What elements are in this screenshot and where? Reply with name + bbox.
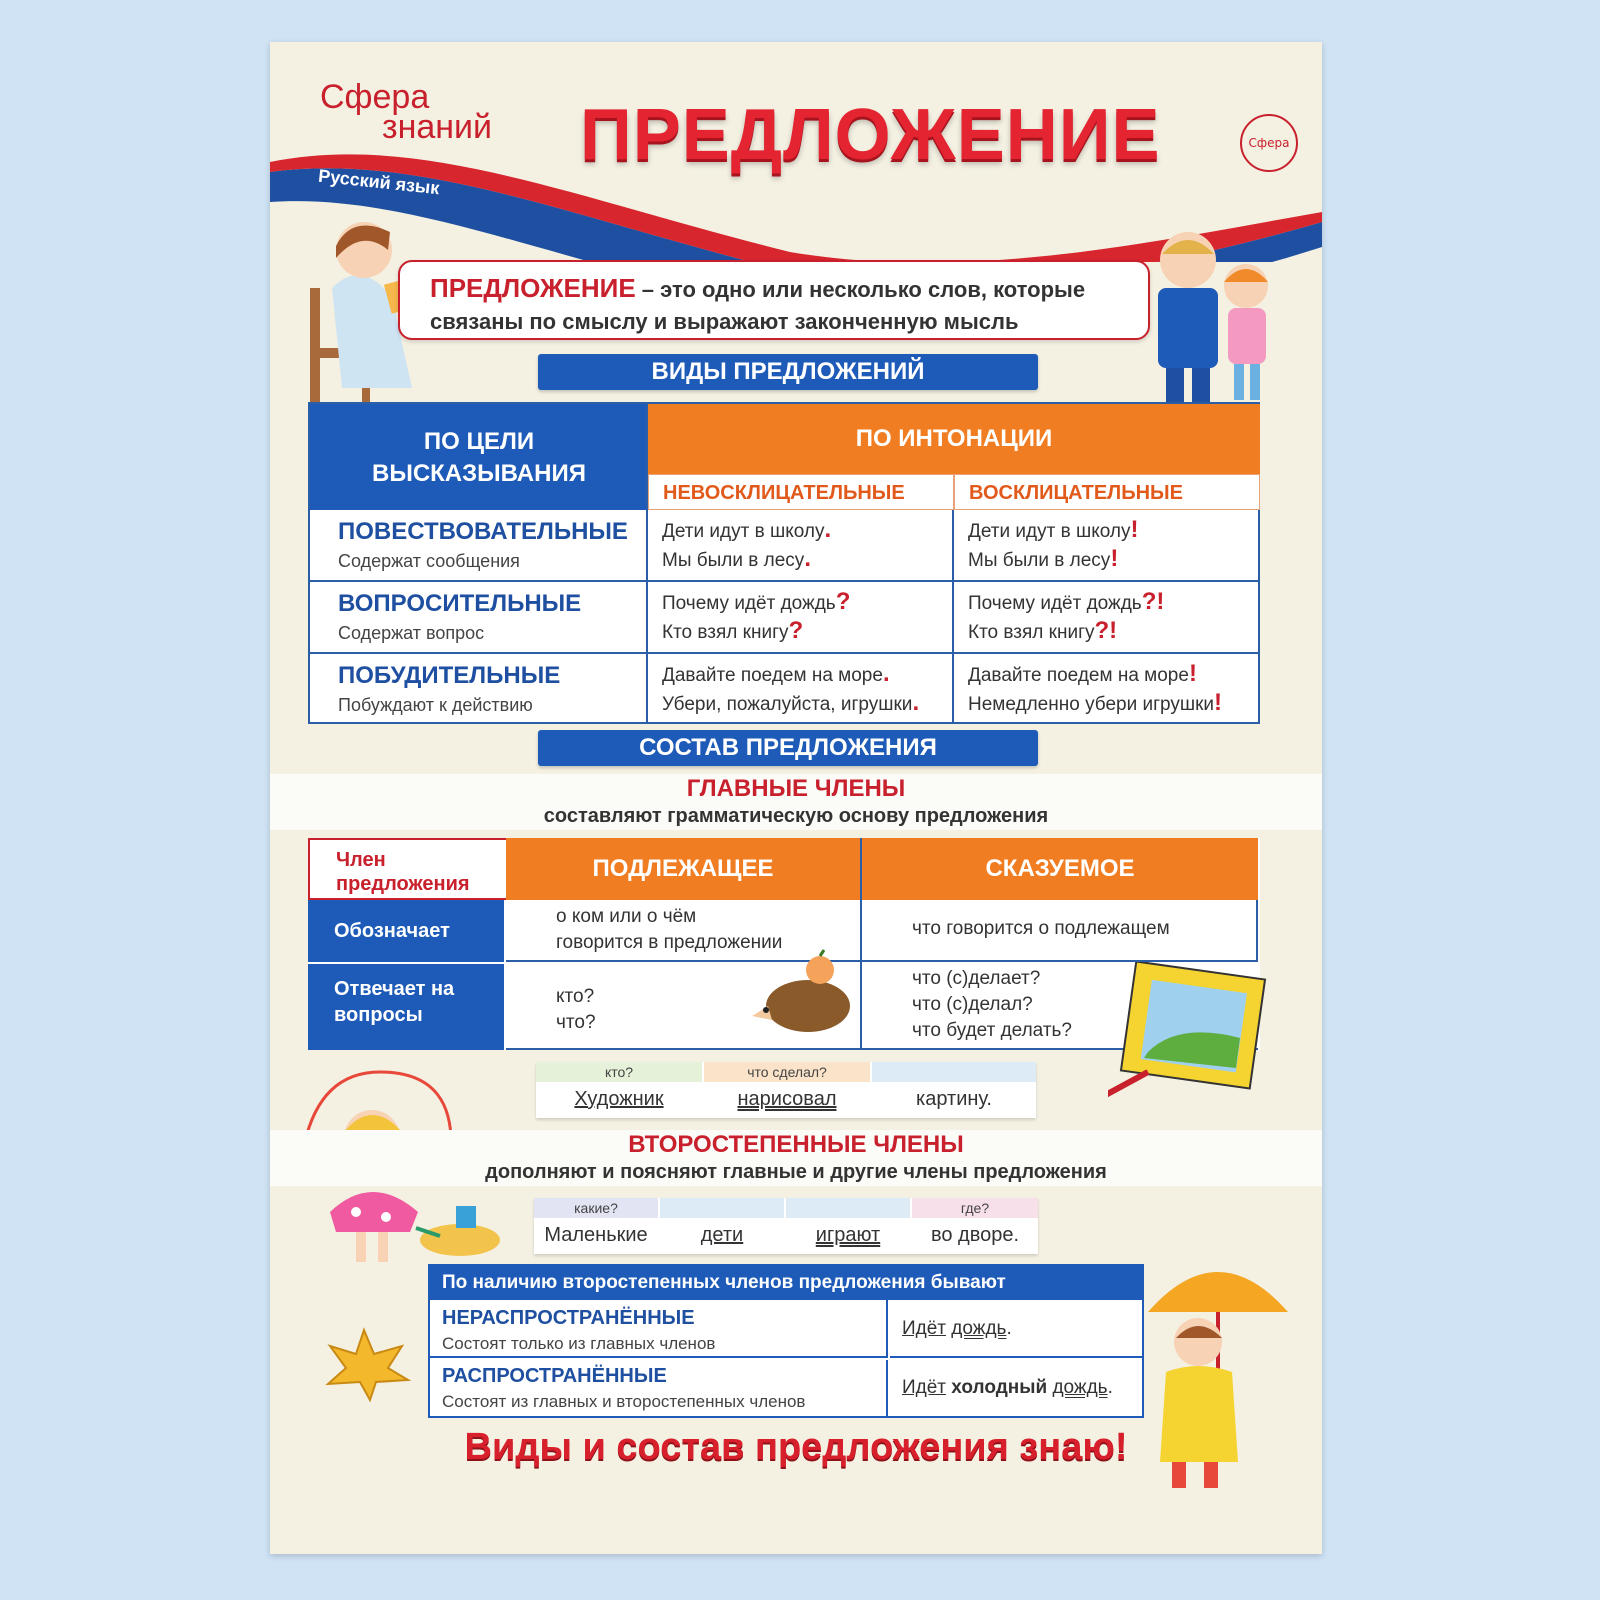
main-members-strip: [270, 774, 1322, 830]
example-question-empty: [872, 1062, 1036, 1082]
sub-header-nonexclamatory: НЕВОСКЛИЦАТЕЛЬНЫЕ: [648, 474, 954, 510]
example-cell: [954, 510, 1260, 580]
poster: [270, 42, 1322, 1554]
punctuation-mark: .: [912, 689, 920, 716]
example-text: Кто взял книгу: [662, 622, 789, 643]
example-word: нарисовал: [737, 1088, 837, 1110]
example-text: Почему идёт дождь: [968, 593, 1142, 614]
example-cell: [648, 654, 954, 724]
row-imperative: [310, 654, 648, 724]
example-question: где?: [912, 1198, 1038, 1218]
example-cell: [648, 510, 954, 580]
col-purpose-label: ПО ЦЕЛИ ВЫСКАЗЫВАНИЯ: [372, 428, 586, 487]
example-word-subject: [536, 1062, 702, 1118]
example-question: какие?: [534, 1198, 658, 1218]
row-description: Содержат вопрос: [338, 623, 485, 643]
secondary-members-example: [534, 1198, 1038, 1254]
example-question: что сделал?: [704, 1062, 870, 1082]
painting-illustration: [1108, 962, 1268, 1112]
secondary-members-strip: [270, 1130, 1322, 1186]
children-pair-illustration: [1138, 220, 1288, 420]
example-question-empty: [660, 1198, 784, 1218]
col-purpose-header: [310, 404, 648, 510]
row-description: Состоят только из главных членов: [442, 1334, 716, 1353]
cell-text: о ком или о чём: [556, 906, 697, 927]
example-word: дети: [700, 1224, 744, 1246]
row-extended-example: [890, 1360, 1142, 1416]
row-answers-label: [308, 964, 504, 1050]
example-text: Кто взял книгу: [968, 622, 1095, 643]
brand-line2: знаний: [382, 108, 493, 146]
col-intonation-header: ПО ИНТОНАЦИИ: [648, 404, 1260, 474]
row-answers-text: Отвечает на вопросы: [334, 978, 455, 1026]
example-text: Давайте поедем на море: [968, 665, 1189, 686]
example-word: Идёт: [902, 1318, 947, 1339]
row-title: ПОВЕСТВОВАТЕЛЬНЫЕ: [338, 518, 628, 545]
row-unextended: [430, 1300, 888, 1358]
grid-line: [646, 404, 648, 724]
cell-text: говорится в предложении: [556, 932, 783, 953]
punctuation-mark: .: [882, 660, 890, 687]
punctuation-mark: ?: [788, 617, 804, 644]
question-text: кто?: [556, 986, 595, 1007]
kinds-table: [308, 402, 1260, 724]
question-text: что (с)делает?: [912, 968, 1041, 989]
main-members-heading: ГЛАВНЫЕ ЧЛЕНЫ: [686, 775, 906, 802]
row-extended: [430, 1360, 888, 1416]
main-members-example: [536, 1062, 1036, 1118]
example-text: Дети идут в школу: [662, 521, 825, 542]
example-cell: [648, 582, 954, 652]
example-word-object: [872, 1062, 1036, 1118]
punctuation-mark: ?!: [1094, 617, 1118, 644]
row-title: РАСПРОСТРАНЁННЫЕ: [442, 1365, 667, 1387]
composition-banner: СОСТАВ ПРЕДЛОЖЕНИЯ: [538, 730, 1038, 766]
punctuation-mark: ?!: [1141, 588, 1165, 615]
example-word: картину.: [916, 1088, 992, 1110]
predicate-means-cell: что говорится о подлежащем: [862, 900, 1258, 962]
example-word-bold: холодный: [951, 1377, 1048, 1398]
corner-logo: Сфера: [1240, 114, 1298, 172]
example-word-place: [912, 1198, 1038, 1254]
hedgehog-illustration: [748, 948, 858, 1038]
example-text: Мы были в лесу: [662, 550, 805, 571]
punctuation-mark: .: [824, 516, 832, 543]
row-title: ВОПРОСИТЕЛЬНЫЕ: [338, 590, 582, 617]
sand-toys-illustration: [410, 1192, 510, 1262]
row-description: Содержат сообщения: [338, 551, 520, 571]
question-text: что?: [556, 1012, 596, 1033]
example-text: Дети идут в школу: [968, 521, 1131, 542]
example-word: дождь: [951, 1318, 1007, 1339]
example-word-predicate: [786, 1198, 910, 1254]
row-unextended-example: [890, 1300, 1142, 1358]
example-word: Идёт: [902, 1377, 947, 1398]
example-text: Немедленно убери игрушки: [968, 694, 1215, 715]
row-title: НЕРАСПРОСТРАНЁННЫЕ: [442, 1307, 695, 1329]
kinds-banner: ВИДЫ ПРЕДЛОЖЕНИЙ: [538, 354, 1038, 390]
example-cell: [954, 582, 1260, 652]
subject-label: Русский язык: [317, 165, 441, 199]
definition-line2: связаны по смыслу и выражают законченную мысль: [430, 309, 1019, 334]
row-interrogative: [310, 582, 648, 652]
punctuation-mark: !: [1188, 660, 1197, 687]
grid-line: [310, 652, 1260, 654]
secondary-members-heading: ВТОРОСТЕПЕННЫЕ ЧЛЕНЫ: [628, 1131, 964, 1158]
maple-leaf-illustration: [314, 1324, 414, 1404]
example-punct: .: [1006, 1318, 1012, 1339]
punctuation-mark: !: [1130, 516, 1139, 543]
example-word-predicate: [704, 1062, 870, 1118]
presence-header: По наличию второстепенных членов предложения бывают: [430, 1266, 1142, 1300]
example-word: дождь: [1052, 1377, 1108, 1398]
definition-term: ПРЕДЛОЖЕНИЕ: [430, 273, 636, 303]
sub-header-exclamatory: ВОСКЛИЦАТЕЛЬНЫЕ: [954, 474, 1260, 510]
example-text: Давайте поедем на море: [662, 665, 883, 686]
page-title: ПРЕДЛОЖЕНИЕ: [580, 95, 1161, 175]
example-question: кто?: [536, 1062, 702, 1082]
member-header: [308, 838, 506, 900]
example-text: Почему идёт дождь: [662, 593, 836, 614]
definition-line1: – это одно или несколько слов, которые: [635, 277, 1086, 302]
presence-table: [428, 1264, 1144, 1418]
example-text: Мы были в лесу: [968, 550, 1111, 571]
example-cell: [954, 654, 1260, 724]
punctuation-mark: !: [1214, 689, 1223, 716]
punctuation-mark: !: [1110, 545, 1119, 572]
row-description: Побуждают к действию: [338, 695, 533, 715]
brand-logo: [320, 78, 493, 146]
footer-slogan: Виды и состав предложения знаю!: [464, 1426, 1128, 1468]
punctuation-mark: .: [804, 545, 811, 572]
brand-line1: Сфера: [320, 78, 430, 116]
grid-line: [860, 838, 862, 1050]
example-word: во дворе.: [930, 1224, 1020, 1246]
grid-line: [952, 510, 954, 724]
row-title: ПОБУДИТЕЛЬНЫЕ: [338, 662, 561, 689]
question-text: что будет делать?: [912, 1020, 1072, 1041]
row-declarative: [310, 510, 648, 580]
question-text: что (с)делал?: [912, 994, 1033, 1015]
row-means-label: Обозначает: [308, 900, 504, 962]
row-description: Состоят из главных и второстепенных членов: [442, 1392, 806, 1411]
subject-header: ПОДЛЕЖАЩЕЕ: [506, 838, 860, 900]
example-punct: .: [1107, 1377, 1113, 1398]
example-question-empty: [786, 1198, 910, 1218]
main-members-subtitle: составляют грамматическую основу предложения: [543, 805, 1049, 827]
punctuation-mark: ?: [835, 588, 851, 615]
secondary-members-subtitle: дополняют и поясняют главные и другие члены предложения: [485, 1161, 1107, 1183]
example-word-subject: [660, 1198, 784, 1254]
grid-line: [310, 580, 1260, 582]
example-word-attribute: [534, 1198, 658, 1254]
child-umbrella-illustration: [1138, 1242, 1298, 1522]
predicate-header: СКАЗУЕМОЕ: [862, 838, 1258, 900]
example-word: Маленькие: [544, 1224, 648, 1246]
example-text: Убери, пожалуйста, игрушки: [662, 694, 913, 715]
member-header-label: Член предложения: [336, 849, 470, 895]
definition-box: [398, 260, 1150, 340]
example-word: Художник: [574, 1088, 664, 1110]
example-word: играют: [815, 1224, 881, 1246]
